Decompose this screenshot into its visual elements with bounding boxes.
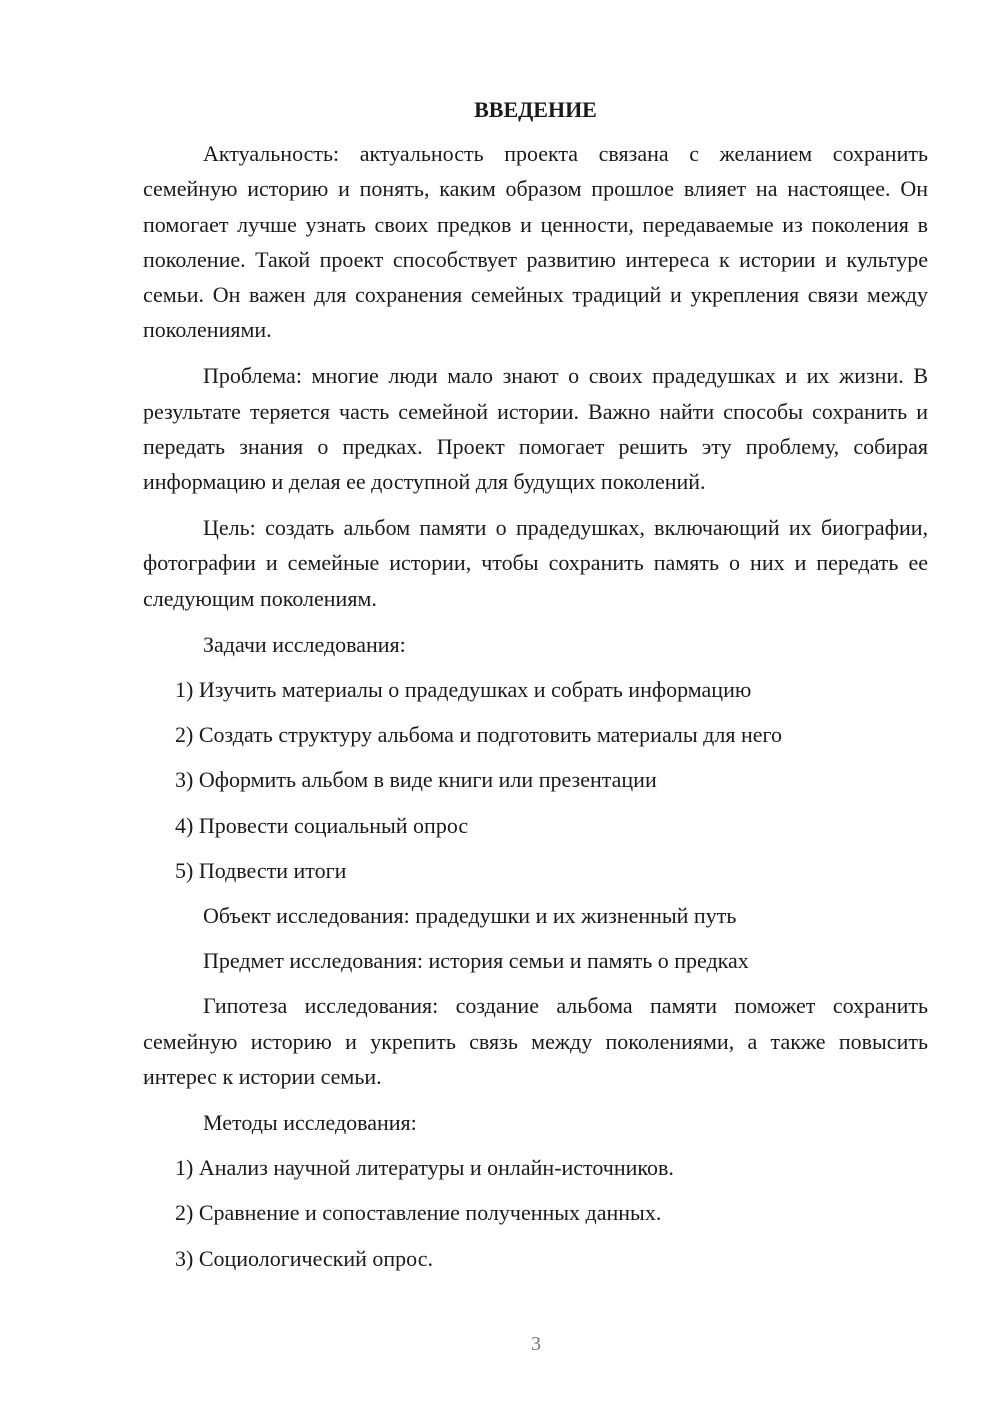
method-item: 3) Социологический опрос.	[175, 1245, 433, 1271]
methods-title: Методы исследования:	[203, 1110, 417, 1136]
hypothesis-paragraph: Гипотеза исследования: создание альбома памяти поможет сохранить семейную историю и укрепить связь между поколениями, а также повысить интерес к истории семьи.	[143, 993, 928, 1089]
task-item: 4) Провести социальный опрос	[175, 812, 469, 838]
method-item: 2) Сравнение и сопоставление полученных данных.	[175, 1200, 662, 1226]
relevance-paragraph: Актуальность: актуальность проекта связана с желанием сохранить семейную историю и понять, каким образом прошлое влияет на настоящее. Он помогает лучше узнать своих предков и ценности, передаваемые из поколения в поколение. Такой проект способствует развитию интереса к истории и культуре семьи. Он важен для сохранения семейных традиций и укрепления связи между поколениями.	[143, 141, 928, 343]
research-object: Объект исследования: прадедушки и их жизненный путь	[203, 903, 737, 929]
page-number: 3	[531, 1333, 541, 1355]
task-item: 5) Подвести итоги	[175, 857, 347, 883]
method-item: 1) Анализ научной литературы и онлайн-источников.	[175, 1155, 674, 1181]
tasks-title: Задачи исследования:	[203, 631, 406, 657]
task-item: 3) Оформить альбом в виде книги или презентации	[175, 767, 657, 793]
page-content	[143, 92, 928, 1286]
problem-paragraph: Проблема: многие люди мало знают о своих прадедушках и их жизни. В результате теряется часть семейной истории. Важно найти способы сохранить и передать знания о предках. Проект помогает решить эту проблему, собирая информацию и делая ее доступной для будущих поколений.	[143, 363, 928, 495]
task-item: 2) Создать структуру альбома и подготовить материалы для него	[175, 722, 782, 748]
section-heading: ВВЕДЕНИЕ	[474, 97, 597, 122]
task-item: 1) Изучить материалы о прадедушках и собрать информацию	[175, 677, 752, 703]
research-subject: Предмет исследования: история семьи и память о предках	[203, 948, 749, 974]
goal-paragraph: Цель: создать альбом памяти о прадедушках, включающий их биографии, фотографии и семейные истории, чтобы сохранить память о них и передать ее следующим поколениям.	[143, 515, 928, 611]
